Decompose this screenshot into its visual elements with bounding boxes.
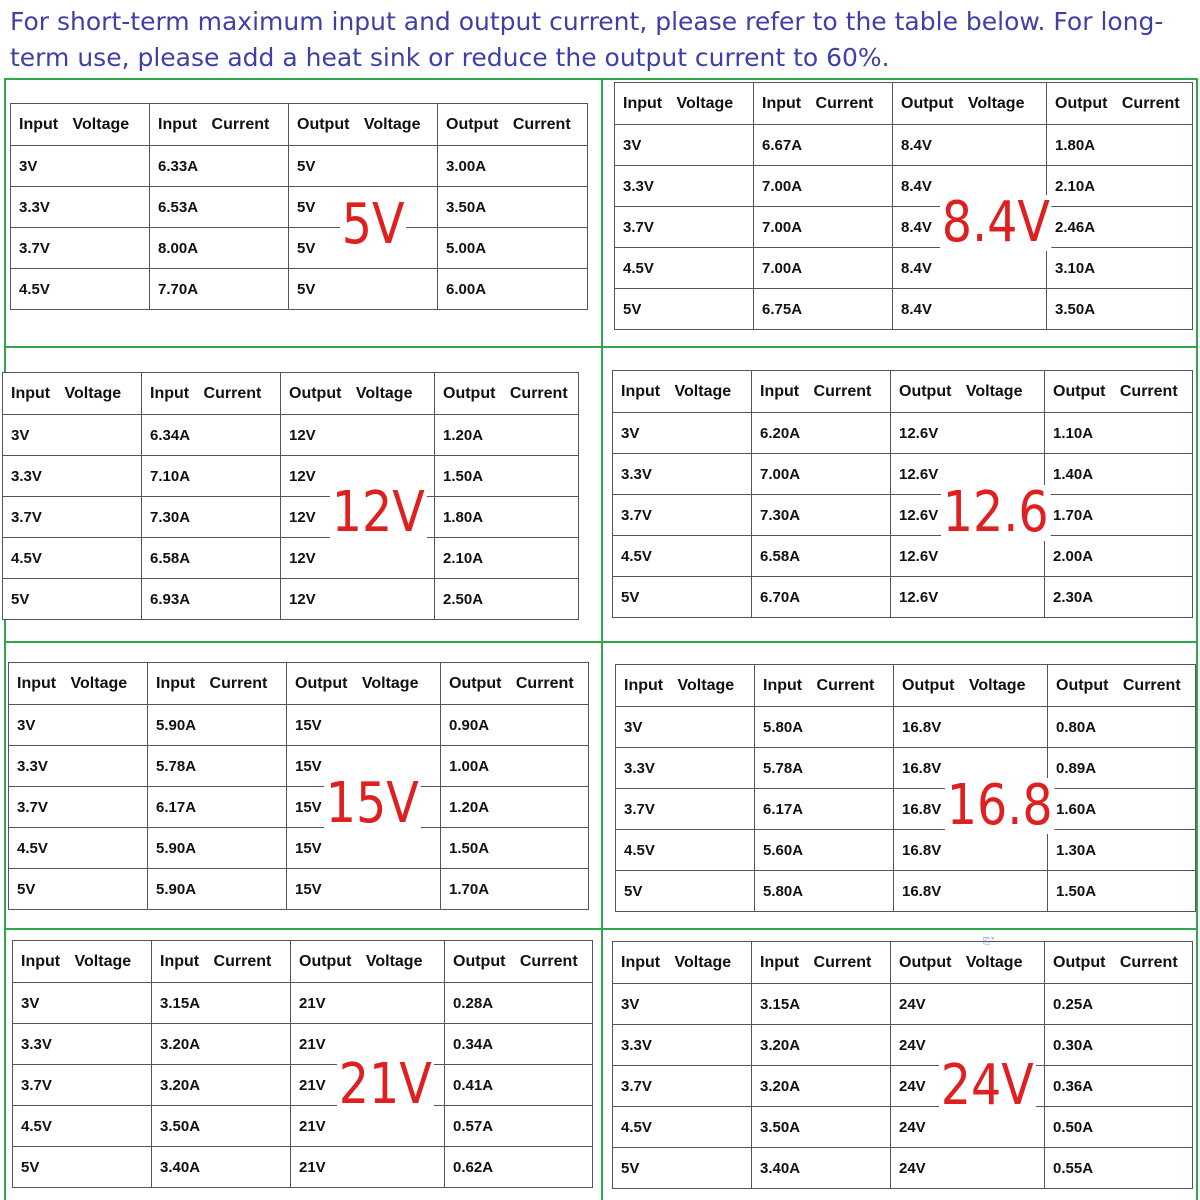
table-row	[613, 495, 1193, 536]
table-cell: 6.20A	[752, 413, 891, 454]
table-cell: 3.20A	[752, 1025, 891, 1066]
table-cell: 1.50A	[441, 828, 589, 869]
table-row	[3, 456, 579, 497]
column-header: Output Current	[438, 104, 588, 146]
table-row	[9, 869, 589, 910]
table-cell: 3.20A	[152, 1024, 291, 1065]
table-cell: 6.33A	[150, 146, 289, 187]
table-cell: 7.70A	[150, 269, 289, 310]
table-cell: 4.5V	[11, 269, 150, 310]
table-header-row	[615, 83, 1193, 125]
column-header: Input Voltage	[11, 104, 150, 146]
table-cell: 5V	[289, 228, 438, 269]
table-cell: 3V	[616, 707, 755, 748]
frame-line-row-1	[4, 346, 1198, 348]
table-cell: 0.41A	[445, 1065, 593, 1106]
table-cell: 3.7V	[615, 207, 754, 248]
table-cell: 5.60A	[755, 830, 894, 871]
table-cell: 21V	[291, 1106, 445, 1147]
table-cell: 3V	[9, 705, 148, 746]
table-cell: 8.4V	[893, 125, 1047, 166]
table-cell: 3.3V	[613, 1025, 752, 1066]
table-cell: 4.5V	[613, 536, 752, 577]
table-cell: 15V	[287, 869, 441, 910]
table-cell: 3.3V	[9, 746, 148, 787]
table-cell: 3.7V	[3, 497, 142, 538]
table-cell: 3V	[11, 146, 150, 187]
column-header: Input Voltage	[613, 371, 752, 413]
table-cell: 3.20A	[152, 1065, 291, 1106]
table-cell: 3.10A	[1047, 248, 1193, 289]
column-header: Output Voltage	[289, 104, 438, 146]
table-cell: 1.00A	[441, 746, 589, 787]
column-header: Input Current	[148, 663, 287, 705]
spec-table-5	[8, 662, 589, 910]
table-cell: 3.3V	[13, 1024, 152, 1065]
table-row	[616, 789, 1196, 830]
table-cell: 8.4V	[893, 248, 1047, 289]
table-cell: 12.6V	[891, 577, 1045, 618]
table-cell: 1.50A	[435, 456, 579, 497]
table-cell: 21V	[291, 1065, 445, 1106]
column-header: Output Voltage	[281, 373, 435, 415]
table-cell: 3V	[13, 983, 152, 1024]
voltage-label: 24V	[940, 1053, 1034, 1118]
spec-table-1	[10, 103, 588, 310]
table-cell: 2.10A	[1047, 166, 1193, 207]
page-heading: For short-term maximum input and output current, please refer to the table below. For long-term use, please add a heat sink or reduce the output current to 60%.	[10, 7, 1164, 72]
table-cell: 5V	[613, 1148, 752, 1189]
voltage-label: 15V	[325, 771, 419, 836]
table-cell: 1.30A	[1048, 830, 1196, 871]
table-cell: 7.30A	[142, 497, 281, 538]
column-header: Input Current	[150, 104, 289, 146]
table-cell: 12V	[281, 579, 435, 620]
table-cell: 6.67A	[754, 125, 893, 166]
table-cell: 5V	[289, 269, 438, 310]
paste-options-icon: ⎘˅	[983, 937, 995, 947]
table-cell: 1.70A	[1045, 495, 1193, 536]
table-cell: 6.53A	[150, 187, 289, 228]
table-cell: 0.50A	[1045, 1107, 1193, 1148]
column-header: Input Current	[754, 83, 893, 125]
table-cell: 7.30A	[752, 495, 891, 536]
column-header: Output Voltage	[891, 371, 1045, 413]
table-cell: 21V	[291, 983, 445, 1024]
table-cell: 3.3V	[3, 456, 142, 497]
table-cell: 5V	[613, 577, 752, 618]
voltage-label: 21V	[338, 1052, 432, 1117]
table-cell: 4.5V	[615, 248, 754, 289]
column-header: Input Current	[152, 941, 291, 983]
table-cell: 12V	[281, 415, 435, 456]
column-header: Input Current	[142, 373, 281, 415]
column-header: Output Current	[445, 941, 593, 983]
table-cell: 3.15A	[152, 983, 291, 1024]
column-header: Input Voltage	[613, 942, 752, 984]
table-row	[11, 146, 588, 187]
table-row	[3, 415, 579, 456]
table-cell: 0.89A	[1048, 748, 1196, 789]
table-cell: 7.00A	[754, 248, 893, 289]
table-cell: 12.6V	[891, 454, 1045, 495]
table-row	[11, 187, 588, 228]
table-cell: 16.8V	[894, 707, 1048, 748]
table-row	[9, 705, 589, 746]
table-cell: 2.10A	[435, 538, 579, 579]
table-row	[616, 871, 1196, 912]
table-cell: 1.60A	[1048, 789, 1196, 830]
table-cell: 24V	[891, 1148, 1045, 1189]
table-cell: 3.7V	[616, 789, 755, 830]
table-row	[615, 289, 1193, 330]
table-row	[9, 828, 589, 869]
table-cell: 5V	[3, 579, 142, 620]
table-cell: 5.78A	[148, 746, 287, 787]
table-cell: 8.00A	[150, 228, 289, 269]
table-cell: 0.30A	[1045, 1025, 1193, 1066]
table-cell: 3.7V	[11, 228, 150, 269]
table-row	[613, 413, 1193, 454]
table-cell: 6.58A	[142, 538, 281, 579]
table-row	[11, 269, 588, 310]
table-cell: 12.6V	[891, 413, 1045, 454]
table-cell: 2.00A	[1045, 536, 1193, 577]
table-cell: 6.93A	[142, 579, 281, 620]
frame-line-right	[1196, 78, 1198, 1200]
table-cell: 0.80A	[1048, 707, 1196, 748]
voltage-label: 16.8	[946, 773, 1053, 838]
table-row	[613, 577, 1193, 618]
voltage-label: 12.6	[942, 480, 1049, 545]
spec-table-6	[615, 664, 1196, 912]
frame-line-row-2	[4, 641, 1198, 643]
column-header: Output Voltage	[893, 83, 1047, 125]
table-cell: 3.7V	[13, 1065, 152, 1106]
table-row	[613, 1107, 1193, 1148]
table-cell: 0.34A	[445, 1024, 593, 1065]
table-cell: 5.90A	[148, 869, 287, 910]
column-header: Output Voltage	[891, 942, 1045, 984]
table-cell: 6.17A	[755, 789, 894, 830]
table-cell: 6.75A	[754, 289, 893, 330]
table-cell: 3.15A	[752, 984, 891, 1025]
column-header: Output Current	[435, 373, 579, 415]
voltage-label: 5V	[341, 192, 405, 257]
table-cell: 2.46A	[1047, 207, 1193, 248]
frame-line-left	[4, 78, 6, 1200]
table-header-row	[11, 104, 588, 146]
table-cell: 16.8V	[894, 871, 1048, 912]
table-cell: 3V	[615, 125, 754, 166]
table-cell: 5.90A	[148, 705, 287, 746]
table-cell: 0.25A	[1045, 984, 1193, 1025]
table-cell: 7.00A	[752, 454, 891, 495]
spec-table-4	[612, 370, 1193, 618]
table-cell: 3.50A	[438, 187, 588, 228]
table-cell: 4.5V	[616, 830, 755, 871]
table-cell: 3.3V	[11, 187, 150, 228]
table-cell: 24V	[891, 984, 1045, 1025]
column-header: Input Current	[755, 665, 894, 707]
table-cell: 3.40A	[152, 1147, 291, 1188]
table-cell: 12.6V	[891, 536, 1045, 577]
table-cell: 1.40A	[1045, 454, 1193, 495]
table-cell: 15V	[287, 746, 441, 787]
table-row	[613, 984, 1193, 1025]
table-cell: 0.28A	[445, 983, 593, 1024]
column-header: Output Voltage	[894, 665, 1048, 707]
column-header: Input Voltage	[615, 83, 754, 125]
column-header: Output Voltage	[291, 941, 445, 983]
table-cell: 5V	[9, 869, 148, 910]
table-row	[615, 125, 1193, 166]
table-cell: 3.3V	[616, 748, 755, 789]
column-header: Input Voltage	[13, 941, 152, 983]
table-row	[616, 748, 1196, 789]
table-cell: 15V	[287, 705, 441, 746]
table-cell: 3.40A	[752, 1148, 891, 1189]
table-cell: 3V	[3, 415, 142, 456]
table-header-row	[613, 371, 1193, 413]
table-cell: 6.70A	[752, 577, 891, 618]
column-header: Output Voltage	[287, 663, 441, 705]
table-header-row	[613, 942, 1193, 984]
table-header-row	[9, 663, 589, 705]
table-row	[615, 166, 1193, 207]
table-cell: 5V	[289, 187, 438, 228]
table-cell: 16.8V	[894, 830, 1048, 871]
table-cell: 16.8V	[894, 748, 1048, 789]
table-cell: 3.50A	[152, 1106, 291, 1147]
table-cell: 12V	[281, 538, 435, 579]
table-cell: 3.50A	[1047, 289, 1193, 330]
table-cell: 4.5V	[9, 828, 148, 869]
table-header-row	[3, 373, 579, 415]
column-header: Input Voltage	[3, 373, 142, 415]
table-row	[613, 1066, 1193, 1107]
table-cell: 24V	[891, 1066, 1045, 1107]
column-header: Output Current	[441, 663, 589, 705]
table-cell: 16.8V	[894, 789, 1048, 830]
table-cell: 2.30A	[1045, 577, 1193, 618]
spec-table-2	[614, 82, 1193, 330]
table-row	[613, 1025, 1193, 1066]
table-cell: 0.57A	[445, 1106, 593, 1147]
table-cell: 1.80A	[435, 497, 579, 538]
table-row	[613, 536, 1193, 577]
table-row	[13, 1147, 593, 1188]
table-cell: 15V	[287, 828, 441, 869]
table-cell: 5V	[13, 1147, 152, 1188]
table-cell: 1.10A	[1045, 413, 1193, 454]
table-cell: 3.7V	[613, 1066, 752, 1107]
table-row	[9, 746, 589, 787]
spec-table-8	[612, 941, 1193, 1189]
table-cell: 7.00A	[754, 207, 893, 248]
frame-line-row-3	[4, 928, 1198, 930]
table-cell: 4.5V	[3, 538, 142, 579]
table-cell: 24V	[891, 1025, 1045, 1066]
table-cell: 3V	[613, 413, 752, 454]
column-header: Input Voltage	[616, 665, 755, 707]
table-cell: 3.7V	[9, 787, 148, 828]
table-cell: 15V	[287, 787, 441, 828]
table-cell: 1.20A	[435, 415, 579, 456]
table-row	[615, 207, 1193, 248]
column-header: Output Current	[1045, 371, 1193, 413]
table-cell: 8.4V	[893, 289, 1047, 330]
spec-table-7	[12, 940, 593, 1188]
spec-table-3	[2, 372, 579, 620]
table-cell: 7.00A	[754, 166, 893, 207]
table-cell: 1.80A	[1047, 125, 1193, 166]
table-cell: 5V	[615, 289, 754, 330]
table-cell: 3.50A	[752, 1107, 891, 1148]
table-row	[9, 787, 589, 828]
table-cell: 21V	[291, 1147, 445, 1188]
column-header: Input Voltage	[9, 663, 148, 705]
column-header: Input Current	[752, 942, 891, 984]
table-cell: 5.80A	[755, 871, 894, 912]
table-cell: 12V	[281, 456, 435, 497]
table-row	[616, 830, 1196, 871]
table-cell: 3.3V	[613, 454, 752, 495]
voltage-label: 8.4V	[941, 190, 1050, 255]
table-cell: 1.20A	[441, 787, 589, 828]
table-cell: 6.17A	[148, 787, 287, 828]
column-header: Input Current	[752, 371, 891, 413]
table-cell: 3V	[613, 984, 752, 1025]
table-cell: 3.20A	[752, 1066, 891, 1107]
table-cell: 1.70A	[441, 869, 589, 910]
table-cell: 3.7V	[613, 495, 752, 536]
table-row	[13, 1065, 593, 1106]
table-cell: 5.90A	[148, 828, 287, 869]
table-cell: 8.4V	[893, 207, 1047, 248]
table-header-row	[616, 665, 1196, 707]
table-cell: 7.10A	[142, 456, 281, 497]
table-cell: 21V	[291, 1024, 445, 1065]
table-row	[3, 579, 579, 620]
table-row	[3, 497, 579, 538]
table-cell: 8.4V	[893, 166, 1047, 207]
table-row	[13, 1106, 593, 1147]
table-cell: 5V	[616, 871, 755, 912]
frame-line-center	[601, 78, 603, 1200]
voltage-label: 12V	[331, 480, 425, 545]
table-row	[613, 1148, 1193, 1189]
column-header: Output Current	[1048, 665, 1196, 707]
table-cell: 3.3V	[615, 166, 754, 207]
table-cell: 4.5V	[613, 1107, 752, 1148]
column-header: Output Current	[1047, 83, 1193, 125]
table-cell: 4.5V	[13, 1106, 152, 1147]
table-cell: 5.00A	[438, 228, 588, 269]
table-cell: 12V	[281, 497, 435, 538]
table-row	[615, 248, 1193, 289]
table-cell: 2.50A	[435, 579, 579, 620]
table-row	[13, 1024, 593, 1065]
table-cell: 0.62A	[445, 1147, 593, 1188]
table-cell: 6.34A	[142, 415, 281, 456]
table-row	[3, 538, 579, 579]
table-cell: 0.55A	[1045, 1148, 1193, 1189]
table-cell: 1.50A	[1048, 871, 1196, 912]
table-cell: 0.90A	[441, 705, 589, 746]
table-cell: 5.78A	[755, 748, 894, 789]
column-header: Output Current	[1045, 942, 1193, 984]
table-cell: 3.00A	[438, 146, 588, 187]
table-cell: 0.36A	[1045, 1066, 1193, 1107]
table-cell: 6.58A	[752, 536, 891, 577]
table-row	[11, 228, 588, 269]
table-cell: 24V	[891, 1107, 1045, 1148]
table-header-row	[13, 941, 593, 983]
table-row	[616, 707, 1196, 748]
table-cell: 5V	[289, 146, 438, 187]
table-row	[13, 983, 593, 1024]
table-row	[613, 454, 1193, 495]
table-cell: 12.6V	[891, 495, 1045, 536]
table-cell: 5.80A	[755, 707, 894, 748]
table-cell: 6.00A	[438, 269, 588, 310]
